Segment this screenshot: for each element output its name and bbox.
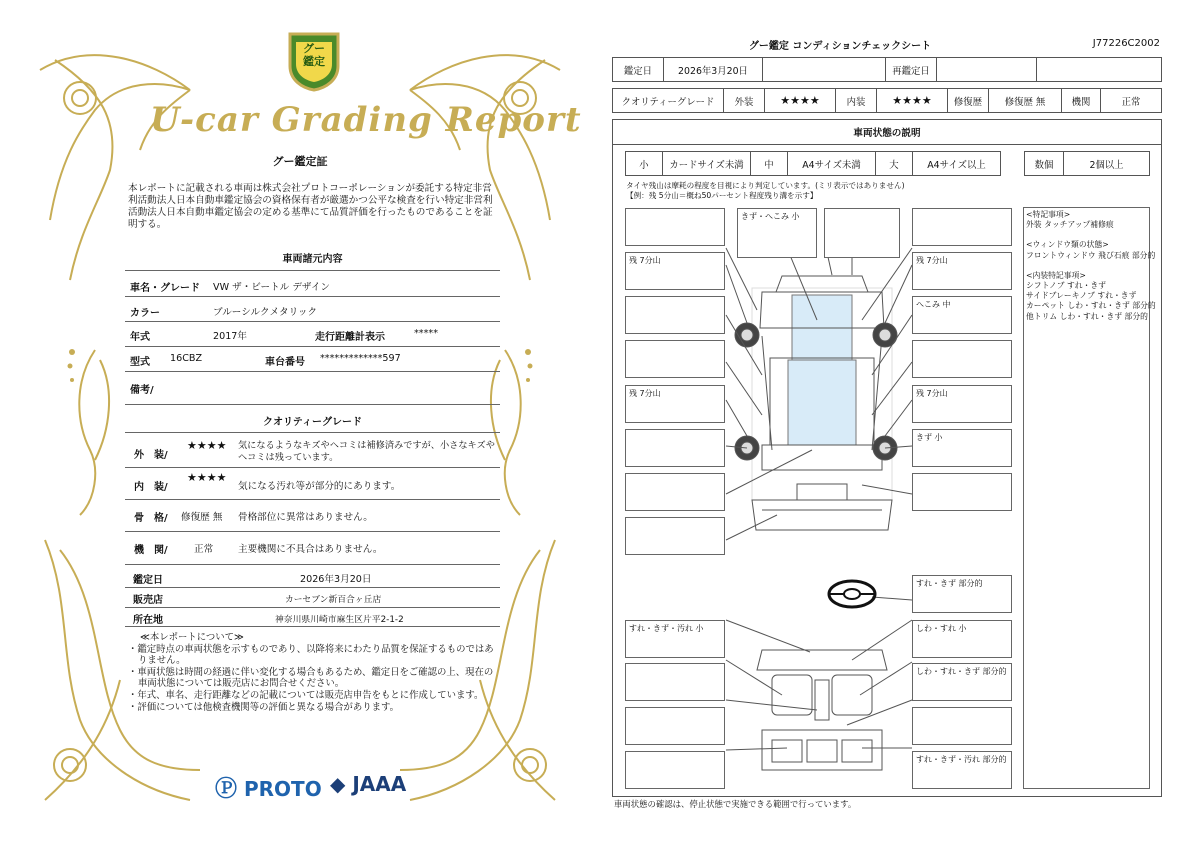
engine-label: 機 関/ — [134, 545, 168, 556]
repair-value-cell: 修復歴 無 — [988, 88, 1062, 113]
divider — [125, 371, 500, 372]
mileage-value: ***** — [414, 328, 438, 339]
ext-box-left-3 — [625, 296, 725, 334]
grade-label-cell: クオリティーグレード — [612, 88, 724, 113]
year-label: 年式 — [130, 332, 150, 343]
engine-value-cell: 正常 — [1100, 88, 1162, 113]
color-label: カラー — [130, 308, 160, 319]
color-value: ブルーシルクメタリック — [213, 307, 318, 318]
divider — [125, 321, 500, 322]
remarks-line: シフトノブ すれ・きず — [1026, 281, 1106, 291]
jaaa-logo — [330, 772, 406, 796]
specs-section-title: 車両諸元内容 — [282, 254, 343, 265]
name-value: VW ザ・ビートル デザイン — [213, 282, 331, 293]
remarks-line — [1026, 230, 1156, 240]
proto-logo-text: PROTO — [243, 777, 322, 801]
engine-label-cell: 機関 — [1061, 88, 1101, 113]
remarks-line: フロントウィンドウ 飛び石痕 部分的 — [1026, 250, 1156, 260]
ext-box-top-center: きず・へこみ 小 — [737, 208, 817, 258]
steering-wheel-icon — [829, 581, 875, 607]
int-box-right-3 — [912, 707, 1012, 745]
note-item: ・車両状態は時間の経過に伴い変化する場合もあるため、鑑定日をご確認の上、現在の車両状態については販売店にお問合せください。 — [128, 666, 494, 690]
exterior-label: 外 装/ — [134, 450, 168, 461]
interior-text: 気になる汚れ等が部分的にあります。 — [238, 481, 401, 492]
reinspect-label-cell: 再鑑定日 — [885, 57, 937, 82]
jaaa-logo-text: JAAA — [352, 772, 407, 796]
sheet-title: グー鑑定 コンディションチェックシート — [748, 41, 932, 52]
mileage-label: 走行距離計表示 — [315, 332, 385, 343]
int-box-right-4: すれ・きず・汚れ 部分的 — [912, 751, 1012, 789]
ext-box-right-tire-front: 残 7分山 — [912, 252, 1012, 290]
remarks-label: 備考/ — [130, 385, 154, 396]
interior-stars: ★★★★ — [187, 471, 227, 484]
model-label: 型式 — [130, 357, 150, 368]
divider — [125, 499, 500, 500]
jaaa-mark-icon: ◆ — [330, 772, 346, 796]
ext-box-right-tire-rear: 残 7分山 — [912, 385, 1012, 423]
remarks-line: 他トリム しわ・すれ・きず 部分的 — [1026, 311, 1148, 321]
ext-box-left-7 — [625, 473, 725, 511]
divider — [125, 346, 500, 347]
divider — [125, 564, 500, 565]
ext-box-left-6 — [625, 429, 725, 467]
goo-kantei-logo — [286, 30, 342, 92]
remarks-line: <特記事項> — [1026, 210, 1071, 219]
model-value: 16CBZ — [170, 353, 203, 364]
ext-box-right-dent: へこみ 中 — [912, 296, 1012, 334]
size-small-desc-cell: カードサイズ未満 — [662, 151, 751, 176]
int-box-left-4 — [625, 751, 725, 789]
grade-section-title: クオリティーグレード — [263, 417, 362, 428]
sheet-id: J77226C2002 — [1092, 38, 1160, 49]
ext-box-left-8 — [625, 517, 725, 555]
ext-box-left-1 — [625, 208, 725, 246]
repair-label-cell: 修復歴 — [947, 88, 989, 113]
int-box-left-seat: すれ・きず・汚れ 小 — [625, 620, 725, 658]
dealer-value: カーセブン新百合ヶ丘店 — [285, 595, 382, 605]
divider — [125, 270, 500, 271]
blank-cell — [1036, 57, 1162, 82]
ext-box-left-tire-rear: 残 7分山 — [625, 385, 725, 423]
address-label: 所在地 — [133, 615, 163, 626]
remarks-list — [1026, 210, 1156, 322]
int-box-left-2 — [625, 663, 725, 701]
year-value: 2017年 — [213, 331, 248, 342]
int-box-steering: すれ・きず 部分的 — [912, 575, 1012, 613]
report-notes — [128, 632, 500, 713]
ext-box-right-7 — [912, 473, 1012, 511]
size-large-desc-cell: A4サイズ以上 — [912, 151, 1001, 176]
remarks-line: 外装 タッチアップ補修痕 — [1026, 220, 1114, 230]
notes-title: ≪本レポートについて≫ — [140, 632, 244, 643]
divider — [125, 587, 500, 588]
divider — [125, 607, 500, 608]
tire-note-1: タイヤ残山は摩耗の程度を目視により判定しています。(ミリ表示ではありません) — [626, 181, 905, 190]
size-large-cell: 大 — [875, 151, 913, 176]
divider — [125, 404, 500, 405]
chassis-label: 車台番号 — [265, 357, 305, 368]
exterior-stars: ★★★★ — [187, 439, 227, 452]
date-label-cell: 鑑定日 — [612, 57, 664, 82]
ext-stars-cell: ★★★★ — [764, 88, 836, 113]
tire-note-2: 【例：残 5分山＝概ね50パーセント程度残り溝を示す】 — [626, 191, 818, 200]
frame-text: 骨格部位に異常はありません。 — [238, 512, 373, 523]
int-box-left-3 — [625, 707, 725, 745]
divider — [125, 296, 500, 297]
frame-label: 骨 格/ — [134, 513, 168, 524]
engine-text: 主要機関に不具合はありません。 — [238, 544, 383, 555]
reinspect-value-cell — [936, 57, 1037, 82]
int-label-cell: 内装 — [835, 88, 877, 113]
divider — [125, 626, 500, 627]
ext-box-right-scratch: きず 小 — [912, 429, 1012, 467]
divider — [125, 531, 500, 532]
size-mid-desc-cell: A4サイズ未満 — [787, 151, 876, 176]
int-box-right-2: しわ・すれ・きず 部分的 — [912, 663, 1012, 701]
int-stars-cell: ★★★★ — [876, 88, 948, 113]
ext-box-right-1 — [912, 208, 1012, 246]
address-value: 神奈川県川崎市麻生区片平2-1-2 — [275, 615, 404, 625]
remarks-line — [1026, 261, 1156, 271]
remarks-line: <ウィンドウ類の状態> — [1026, 240, 1109, 250]
name-label: 車名・グレード — [130, 283, 200, 294]
certificate-intro: 本レポートに記載される車両は株式会社プロトコーポレーションが委託する特定非営利活動法人日本自動車鑑定協会の資格保有者が厳選かつ公平な検査を行い特定非営利活動法人日本自動車鑑定協会の定める基準にて品質評価を行ったものであることを証明する。 — [128, 183, 493, 230]
inspection-date-label: 鑑定日 — [133, 575, 163, 586]
note-item: ・鑑定時点の車両状態を示すものであり、以降将来にわたり品質を保証するものではありません。 — [128, 643, 494, 667]
proto-p-icon: Ⓟ — [215, 777, 238, 802]
remarks-line: サイドブレーキノブ すれ・きず — [1026, 291, 1137, 301]
ext-box-left-4 — [625, 340, 725, 378]
ext-box-right-4 — [912, 340, 1012, 378]
size-small-cell: 小 — [625, 151, 663, 176]
size-mid-cell: 中 — [750, 151, 788, 176]
count-label-cell: 数個 — [1024, 151, 1064, 176]
exterior-text: 気になるようなキズやヘコミは補修済みですが、小さなキズやヘコミは残っています。 — [238, 440, 495, 463]
blank-cell — [762, 57, 886, 82]
divider — [612, 144, 1162, 145]
sheet-footer: 車両状態の確認は、停止状態で実施できる範囲で行っています。 — [614, 799, 857, 809]
remarks-line: <内装特記事項> — [1026, 270, 1086, 280]
interior-label: 内 装/ — [134, 482, 168, 493]
description-title: 車両状態の説明 — [853, 128, 921, 139]
ext-box-top-right — [824, 208, 900, 258]
note-item: ・年式、車名、走行距離などの記載については販売店申告をもとに作成しています。 — [128, 689, 484, 701]
proto-logo — [215, 772, 322, 803]
ext-label-cell: 外装 — [723, 88, 765, 113]
divider — [125, 467, 500, 468]
report-script-title: U-car Grading Report — [150, 100, 582, 140]
count-desc-cell: 2個以上 — [1063, 151, 1150, 176]
date-value-cell: 2026年3月20日 — [663, 57, 763, 82]
logo-text: グー 鑑定 — [303, 42, 325, 68]
chassis-value: *************597 — [320, 353, 401, 364]
note-item: ・評価については他検査機関等の評価と異なる場合があります。 — [128, 701, 399, 713]
ext-box-left-tire-front: 残 7分山 — [625, 252, 725, 290]
remarks-line: カーペット しわ・すれ・きず 部分的 — [1026, 301, 1156, 311]
divider — [125, 432, 500, 433]
dealer-label: 販売店 — [133, 595, 163, 606]
engine-value: 正常 — [194, 544, 214, 555]
certificate-title: グー鑑定証 — [272, 155, 328, 168]
int-box-right-1: しわ・すれ 小 — [912, 620, 1012, 658]
frame-value: 修復歴 無 — [181, 512, 223, 523]
inspection-date-value: 2026年3月20日 — [300, 574, 372, 585]
